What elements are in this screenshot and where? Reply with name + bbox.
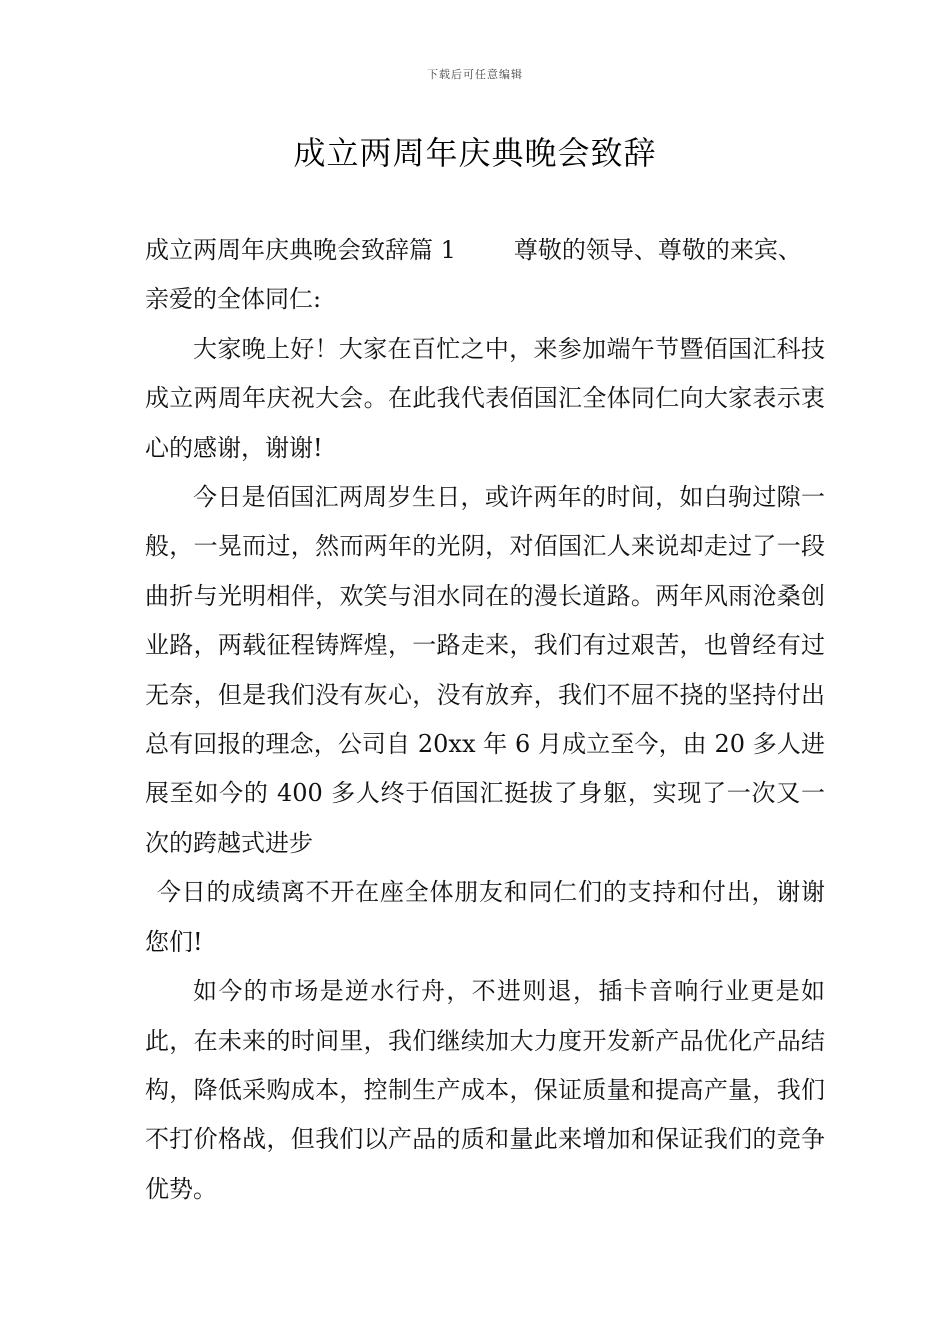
lead-line [145, 226, 825, 275]
section-heading: 成立两周年庆典晚会致辞篇 1 [145, 236, 456, 264]
paragraph: 如今的市场是逆水行舟，不进则退，插卡音响行业更是如此，在未来的时间里，我们继续加大力度开发新产品优化产品结构，降低采购成本，控制生产成本，保证质量和提高产量，我们不打价格战，但我们以产品的质和量此来增加和保证我们的竞争优势。 [145, 977, 825, 1203]
paragraph: 今日的成绩离不开在座全体朋友和同仁们的支持和付出，谢谢您们! [145, 878, 825, 956]
document-title: 成立两周年庆典晚会致辞 [293, 134, 657, 172]
greeting-continuation: 亲爱的全体同仁: [145, 285, 322, 314]
document-body [145, 226, 825, 1214]
header-note: 下载后可任意编辑 [427, 68, 523, 81]
paragraph: 今日是佰国汇两周岁生日，或许两年的时间，如白驹过隙一般，一晃而过，然而两年的光阴，对佰国汇人来说却走过了一段曲折与光明相伴，欢笑与泪水同在的漫长道路。两年风雨沧桑创业路，两载征程铸辉煌，一路走来，我们有过艰苦，也曾经有过无奈，但是我们没有灰心，没有放弃，我们不屈不挠的坚持付出总有回报的理念，公司自 20xx 年 6 月成立至今，由 20 多人进展至如今的 400 多人终于佰国汇挺拔了身躯，实现了一次又一次的跨越式进步 [145, 483, 825, 857]
paragraph: 大家晚上好！大家在百忙之中，来参加端午节暨佰国汇科技成立两周年庆祝大会。在此我代表佰国汇全体同仁向大家表示衷心的感谢，谢谢! [145, 334, 825, 462]
greeting-line: 尊敬的领导、尊敬的来宾、 [513, 236, 802, 264]
